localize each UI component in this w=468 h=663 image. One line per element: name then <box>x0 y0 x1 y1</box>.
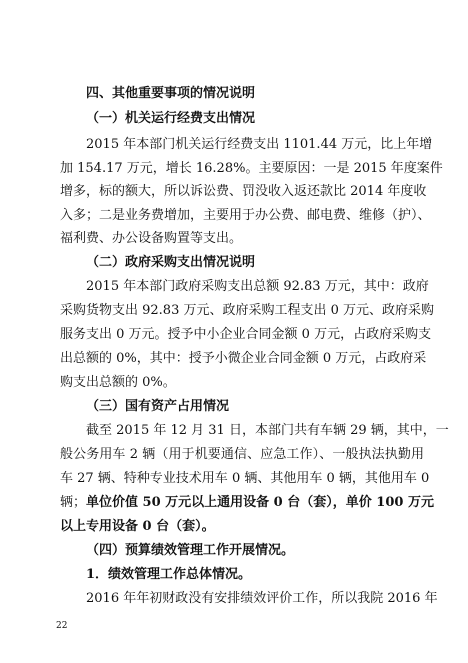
subsection-heading-procurement: （二）政府采购支出情况说明 <box>86 255 256 270</box>
subsection-heading-admin-costs: （一）机关运行经费支出情况 <box>86 111 256 126</box>
paragraph-line-bold: 以上专用设备 0 台（套）。 <box>60 519 215 534</box>
section-heading: 四、其他重要事项的情况说明 <box>86 86 256 101</box>
subsection-heading-performance: （四）预算绩效管理工作开展情况。 <box>86 543 295 558</box>
paragraph-line: 出总额的 0%，其中：授予小微企业合同金额 0 万元，占政府采 <box>60 351 427 366</box>
paragraph-line: 采购货物支出 92.83 万元、政府采购工程支出 0 万元、政府采购 <box>60 303 435 318</box>
paragraph-line: 福利费、办公设备购置等支出。 <box>60 231 243 246</box>
paragraph-line: 服务支出 0 万元。授予中小企业合同金额 0 万元，占政府采购支 <box>60 327 432 342</box>
paragraph-line: 截至 2015 年 12 月 31 日，本部门共有车辆 29 辆，其中，一 <box>86 423 449 438</box>
subsection-heading-state-assets: （三）国有资产占用情况 <box>86 399 230 414</box>
item-heading: 1．绩效管理工作总体情况。 <box>86 567 252 582</box>
paragraph-line: 增多，标的额大，所以诉讼费、罚没收入返还款比 2014 年度收 <box>60 184 427 199</box>
paragraph-line: 车 27 辆、特种专业技术用车 0 辆、其他用车 0 辆，其他用车 0 <box>60 471 430 486</box>
paragraph-text: 辆； <box>60 495 87 510</box>
paragraph-line: 2015 年本部门机关运行经费支出 1101.44 万元，比上年增 <box>86 137 433 152</box>
paragraph-bold-text: 单位价值 50 万元以上通用设备 0 台（套），单价 100 万元 <box>86 495 434 510</box>
paragraph-line: 入多；二是业务费增加，主要用于办公费、邮电费、维修（护）、 <box>60 208 431 223</box>
paragraph-line: 购支出总额的 0%。 <box>60 375 176 390</box>
paragraph-line: 加 154.17 万元，增长 16.28%。主要原因：一是 2015 年度案件 <box>60 161 443 176</box>
page-number: 22 <box>56 621 68 631</box>
paragraph-line: 2016 年年初财政没有安排绩效评价工作，所以我院 2016 年 <box>86 591 438 606</box>
paragraph-line: 2015 年本部门政府采购支出总额 92.83 万元，其中：政府 <box>86 279 429 294</box>
paragraph-line: 般公务用车 2 辆（用于机要通信、应急工作）、一般执法执勤用 <box>60 447 424 462</box>
paragraph-line-mixed <box>60 495 434 511</box>
